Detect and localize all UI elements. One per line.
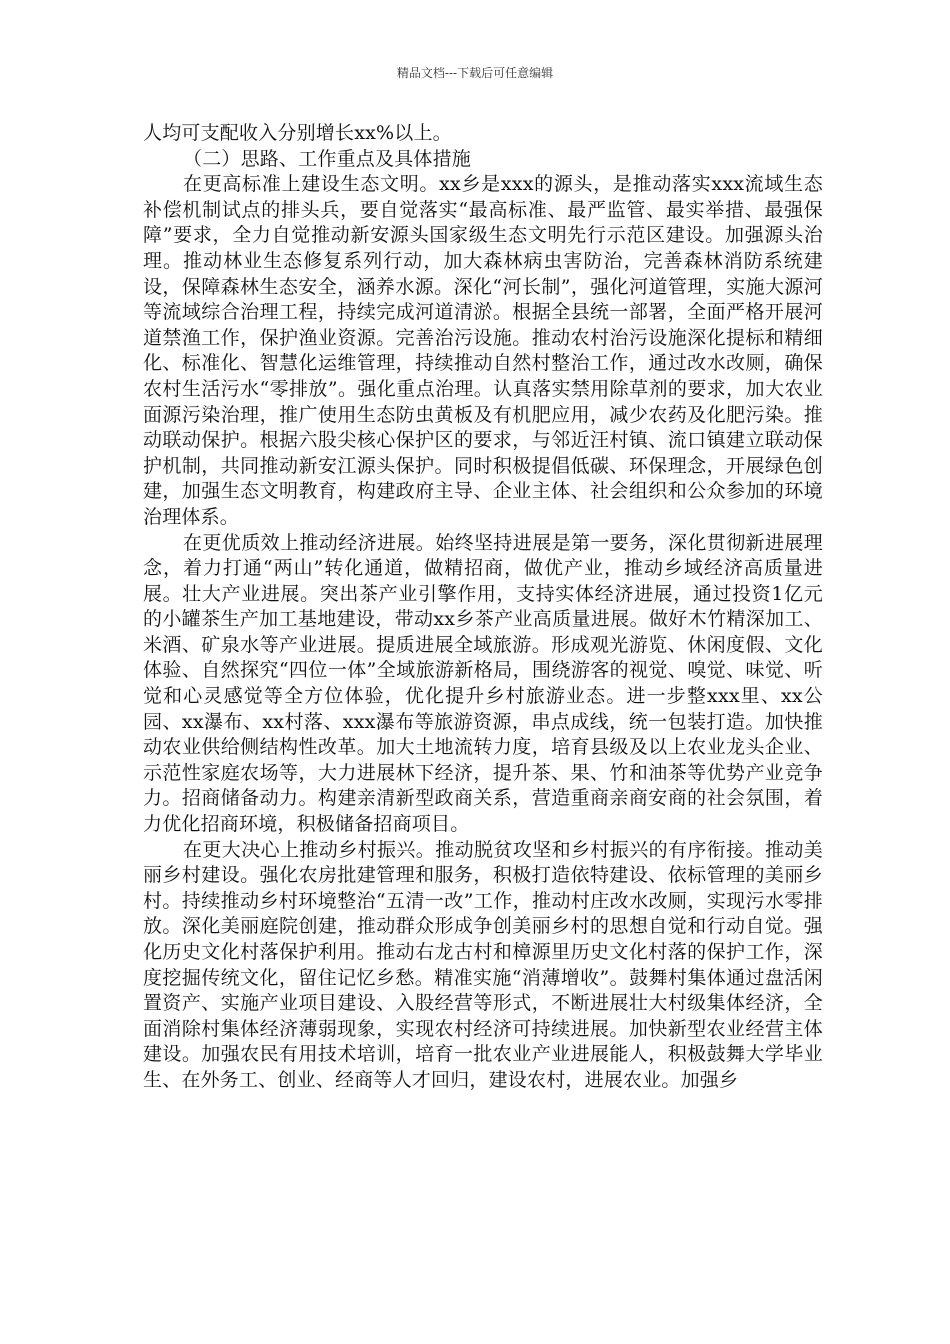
section-heading: （二）思路、工作重点及具体措施 xyxy=(183,147,472,170)
document-body xyxy=(143,121,823,1094)
page-header: 精品文档---下载后可任意编辑 xyxy=(396,66,554,80)
paragraph-continuation: 人均可支配收入分别增长xx%以上。 xyxy=(143,122,452,144)
paragraph-rural-revitalization: 在更大决心上推动乡村振兴。推动脱贫攻坚和乡村振兴的有序衔接。推动美丽乡村建设。强化农房批建管理和服务，积极打造依特建设、依标管理的美丽乡村。持续推动乡村环境整治“五清一改”工作，推动村庄改水改厕，实现污水零排放。深化美丽庭院创建，推动群众形成争创美丽乡村的思想自觉和行动自觉。强化历史文化村落保护利用。推动右龙古村和樟源里历史文化村落的保护工作，深度挖掘传统文化，留住记忆乡愁。精准实施“消薄增收”。鼓舞村集体通过盘活闲置资产、实施产业项目建设、入股经营等形式，不断进展壮大村级集体经济，全面消除村集体经济薄弱现象，实现农村经济可持续进展。加快新型农业经营主体建设。加强农民有用技术培训，培育一批农业产业进展能人，积极鼓舞大学毕业生、在外务工、创业、经商等人才回归，建设农村，进展农业。加强乡 xyxy=(143,838,823,1091)
paragraph-economy: 在更优质效上推动经济进展。始终坚持进展是第一要务，深化贯彻新进展理念，着力打通“两山”转化通道，做精招商，做优产业，推动乡域经济高质量进展。壮大产业进展。突出茶产业引擎作用，支持实体经济进展，通过投资1亿元的小罐茶生产加工基地建设，带动xx乡茶产业高质量进展。做好木竹精深加工、米酒、矿泉水等产业进展。提质进展全域旅游。形成观光游览、休闲度假、文化体验、自然探究“四位一体”全域旅游新格局，围绕游客的视觉、嗅觉、味觉、听觉和心灵感觉等全方位体验，优化提升乡村旅游业态。进一步整xxx里、xx公园、xx瀑布、xx村落、xxx瀑布等旅游资源，串点成线，统一包装打造。加快推动农业供给侧结构性改革。加大土地流转力度，培育县级及以上农业龙头企业、示范性家庭农场等，大力进展林下经济，提升茶、果、竹和油茶等优势产业竞争力。招商储备动力。构建亲清新型政商关系，营造重商亲商安商的社会氛围，着力优化招商环境，积极储备招商项目。 xyxy=(143,531,823,836)
paragraph-ecology: 在更高标准上建设生态文明。xx乡是xxx的源头，是推动落实xxx流域生态补偿机制试点的排头兵，要自觉落实“最高标准、最严监管、最实举措、最强保障”要求，全力自觉推动新安源头国家级生态文明先行示范区建设。加强源头治理。推动林业生态修复系列行动，加大森林病虫害防治，完善森林消防系统建设，保障森林生态安全，涵养水源。深化“河长制”，强化河道管理，实施大源河等流域综合治理工程，持续完成河道清淤。根据全县统一部署，全面严格开展河道禁渔工作，保护渔业资源。完善治污设施。推动农村治污设施深化提标和精细化、标准化、智慧化运维管理，持续推动自然村整治工作，通过改水改厕，确保农村生活污水“零排放”。强化重点治理。认真落实禁用除草剂的要求，加大农业面源污染治理，推广使用生态防虫黄板及有机肥应用，减少农药及化肥污染。推动联动保护。根据六股尖核心保护区的要求，与邻近汪村镇、流口镇建立联动保护机制，共同推动新安江源头保护。同时积极提倡低碳、环保理念，开展绿色创建，加强生态文明教育，构建政府主导、企业主体、社会组织和公众参加的环境治理体系。 xyxy=(143,173,823,528)
